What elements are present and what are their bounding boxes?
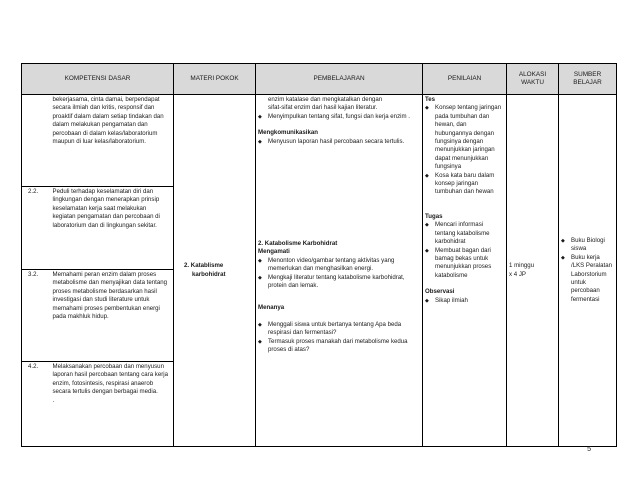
header-alokasi-line1: ALOKASI xyxy=(518,70,547,78)
sumber-cell xyxy=(559,95,617,447)
kd-num-4-2: 4.2. xyxy=(22,362,50,447)
pemb-amati-bullet-2: ◆ Mengkaji literatur tentang katabolisme karbohidrat, protein dan lemak. xyxy=(258,274,420,291)
penilaian-cell xyxy=(423,95,507,447)
pen-tes-list xyxy=(425,104,504,196)
pemb-top-list xyxy=(258,113,420,121)
pemb-katabolisme-title: 2. Katabolisme Karbohidrat xyxy=(258,240,338,248)
header-materi-pokok: MATERI POKOK xyxy=(174,64,256,95)
pen-tes-bullet-1: ◆ Konsep tentang jaringan pada tumbuhan dan hewan, dan hubungannya dengan fungsinya dengan menunjukkan jaringan dapat menunjukkan fungsinya xyxy=(425,104,504,171)
materi-pokok-cell xyxy=(174,95,256,447)
pen-tugas-list xyxy=(425,221,504,280)
kd-text-4-2 xyxy=(50,362,174,447)
pemb-menanya-list xyxy=(258,321,420,355)
kd-text-cont: bekerjasama, cinta damai, berpendapat secara ilmiah dan kritis, responsif dan proaktif dalam dalam setiap tindakan dan dalam melakukan pengamatan dan percobaan di dalam kelas/laboratorium maupun di luar kelas/laboratorium. xyxy=(50,95,174,187)
sumber-bullet-2: ◆ Buku kerja /LKS Peralatan Laborstorium untuk percobaan fermentasi xyxy=(561,254,614,304)
header-alokasi-line2: WAKTU xyxy=(521,79,544,86)
pen-tes-bullet-2: ◆ Kosa kata baru dalam konsep jaringan tumbuhan dan hewan xyxy=(425,172,504,197)
pemb-mengkom-list xyxy=(258,138,420,146)
pen-obs-bullet-1: ◆ Sikap ilmiah xyxy=(425,297,504,305)
pembelajaran-cell xyxy=(256,95,423,447)
rpp-table xyxy=(21,63,617,447)
sumber-list xyxy=(561,237,614,304)
pemb-mengamati-list xyxy=(258,257,420,291)
materi-line1: 2. Katablisme xyxy=(184,262,224,270)
pemb-cont-line2: sifat-sifat enzim dari hasil kajian literatur. xyxy=(268,104,378,112)
pemb-mengamati-heading: Mengamati xyxy=(258,248,290,256)
pen-observasi-list xyxy=(425,297,504,305)
page-number: 5 xyxy=(587,446,591,453)
materi-line2: karbohidrat xyxy=(192,270,226,278)
kd-num-cont xyxy=(22,95,50,187)
header-penilaian: PENILAIAN xyxy=(423,64,507,95)
header-pembelajaran: PEMBELAJARAN xyxy=(256,64,423,95)
kd-num-2-2: 2.2. xyxy=(22,187,50,270)
kd-text-4-2-dot: . xyxy=(52,396,55,404)
kd-text-4-2-body: Melaksanakan percobaan dan menyusun laporan hasil percobaan tentang cara kerja enzim, fotosintesis, respirasi anaerob secara tertulis dengan berbagai media. xyxy=(52,363,169,396)
header-sumber-line2: BELAJAR xyxy=(573,79,602,86)
kd-text-3-2: Memahami peran enzim dalam proses metabolisme dan menyajikan data tentang proses metabolisme berdasarkan hasil investigasi dan studi literature untuk memahami proses pembentukan energi pada makhluk hidup. xyxy=(50,270,174,362)
pemb-mengkomunikasikan-heading: Mengkomunikasikan xyxy=(258,129,318,137)
header-kompetensi-dasar: KOMPETENSI DASAR xyxy=(22,64,174,95)
pemb-menanya-heading: Menanya xyxy=(258,304,285,312)
pen-tugas-bullet-2: ◆ Membuat bagan dari bamag bekas untuk menunjukkan proses katabolisme xyxy=(425,247,504,281)
pemb-mengkom-bullet: ◆ Menyusun laporan hasil percobaan secara tertulis. xyxy=(258,138,420,146)
alokasi-line1: 1 minggu xyxy=(509,262,535,270)
pemb-top-bullet: ◆ Menyimpulkan tentang sifat, fungsi dan kerja enzim . xyxy=(258,113,420,121)
pemb-amati-bullet-1: ◆ Menonton video/gambar tentang aktivitas yang memerlukan dan menghasilkan energi. xyxy=(258,257,420,274)
pen-tes-heading: Tes xyxy=(425,96,436,103)
pemb-tanya-bullet-1: ◆ Menggali siswa untuk bertanya tentang Apa beda respirasi dan fermentasi? xyxy=(258,321,420,338)
header-sumber-line1: SUMBER xyxy=(573,70,602,78)
kd-num-3-2: 3.2. xyxy=(22,270,50,362)
alokasi-cell xyxy=(507,95,559,447)
kd-text-2-2: Peduli terhadap keselamatan diri dan lingkungan dengan menerapkan prinsip keselamatan kerja saat melakukan kegiatan pengamatan dan percobaan di laboratorium dan di lingkungan sekitar. xyxy=(50,187,174,270)
alokasi-line2: x 4 JP xyxy=(509,270,526,278)
pen-tugas-bullet-1: ◆ Mencari informasi tentang katabolisme karbohidrat xyxy=(425,221,504,246)
sumber-bullet-1: ◆ Buku Biologi siswa xyxy=(561,237,614,254)
pemb-tanya-bullet-2: ◆ Termasuk proses manakah dari metabolisme kedua proses di atas? xyxy=(258,338,420,355)
header-sumber-belajar xyxy=(559,64,617,95)
header-alokasi-waktu xyxy=(507,64,559,95)
pen-tugas-heading: Tugas xyxy=(425,212,443,220)
pemb-cont-line1: enzim katalase dan mengkatalkan dengan xyxy=(268,96,383,103)
pen-observasi-heading: Observasi xyxy=(425,288,455,296)
